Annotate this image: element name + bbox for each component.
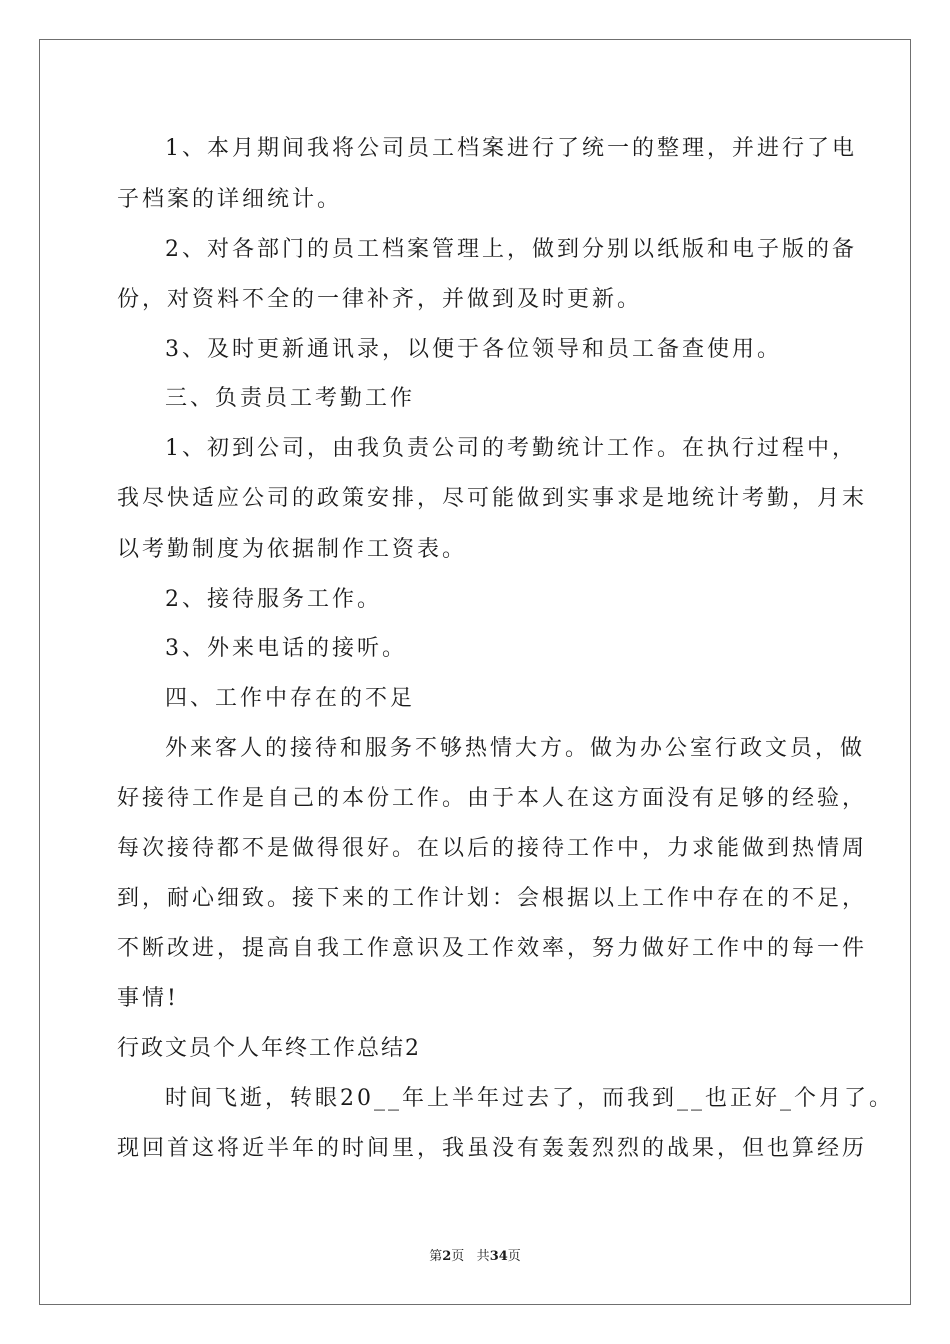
footer-page-suffix: 页 xyxy=(451,1249,465,1264)
paragraph-line: 好接待工作是自己的本份工作。由于本人在这方面没有足够的经验， xyxy=(117,786,868,811)
paragraph-line: 1、本月期间我将公司员工档案进行了统一的整理，并进行了电 xyxy=(165,136,857,161)
footer-total-prefix: 共 xyxy=(476,1249,490,1264)
paragraph-line: 外来客人的接待和服务不够热情大方。做为办公室行政文员，做 xyxy=(165,736,866,761)
footer-total-suffix: 页 xyxy=(507,1249,521,1264)
paragraph-line: 份，对资料不全的一律补齐，并做到及时更新。 xyxy=(117,287,643,312)
footer-page-prefix: 第 xyxy=(429,1249,443,1264)
paragraph-line: 2、对各部门的员工档案管理上，做到分别以纸版和电子版的备 xyxy=(165,237,857,262)
paragraph-line: 现回首这将近半年的时间里，我虽没有轰轰烈烈的战果，但也算经历 xyxy=(117,1136,868,1161)
footer-page-number: 2 xyxy=(442,1249,452,1264)
paragraph-line: 1、初到公司，由我负责公司的考勤统计工作。在执行过程中， xyxy=(165,436,857,461)
paragraph-line: 到，耐心细致。接下来的工作计划：会根据以上工作中存在的不足， xyxy=(117,886,868,911)
page-border xyxy=(39,39,911,1305)
paragraph-line: 事情! xyxy=(117,986,179,1011)
paragraph-line: 我尽快适应公司的政策安排，尽可能做到实事求是地统计考勤，月末 xyxy=(117,486,868,511)
paragraph-line: 3、及时更新通讯录，以便于各位领导和员工备查使用。 xyxy=(165,337,782,362)
paragraph-line: 不断改进，提高自我工作意识及工作效率，努力做好工作中的每一件 xyxy=(117,936,868,961)
article-title: 行政文员个人年终工作总结2 xyxy=(117,1036,421,1061)
paragraph-line: 子档案的详细统计。 xyxy=(117,187,343,212)
paragraph-line: 以考勤制度为依据制作工资表。 xyxy=(117,537,468,562)
paragraph-line: 3、外来电话的接听。 xyxy=(165,636,407,661)
section-heading: 四、工作中存在的不足 xyxy=(165,686,416,711)
page-footer xyxy=(0,1248,950,1266)
paragraph-line: 每次接待都不是做得很好。在以后的接待工作中，力求能做到热情周 xyxy=(117,836,868,861)
paragraph-line: 2、接待服务工作。 xyxy=(165,587,382,612)
paragraph-line: 时间飞逝，转眼20__年上半年过去了，而我到__也正好_个月了。 xyxy=(165,1086,894,1111)
footer-total-pages: 34 xyxy=(489,1249,508,1264)
section-heading: 三、负责员工考勤工作 xyxy=(165,386,416,411)
